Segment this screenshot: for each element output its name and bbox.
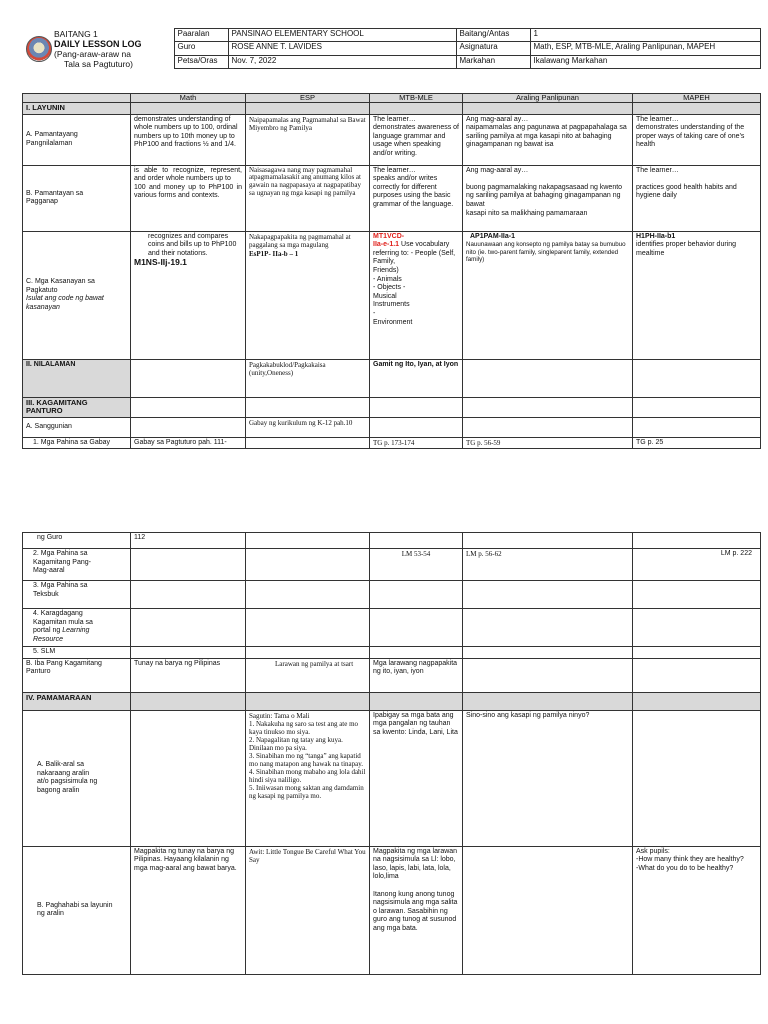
subtitle-line-1: (Pang-araw-araw na: [54, 48, 132, 59]
label-iba-pang-kagamitan: B. Iba Pang Kagamitang Panturo: [23, 658, 131, 692]
label-mga-kasanayan-note: Isulat ang code ng bawat kasanayan: [26, 295, 104, 311]
deped-seal-cell: [22, 29, 52, 69]
cell-mtb: TG p. 173-174: [370, 437, 463, 449]
lesson-log-page-1: [0, 0, 768, 500]
label-pahina-teksbuk: 3. Mga Pahina sa Teksbuk: [23, 581, 131, 609]
esp-skill-code: EsP1P- IIa-b – 1: [249, 249, 299, 258]
column-header-blank: [23, 94, 131, 103]
column-header-mtb: MTB-MLE: [370, 94, 463, 103]
guro-value: ROSE ANNE T. LAVIDES: [228, 42, 456, 55]
cell-mapeh: The learner… practices good health habits and hygiene daily: [633, 165, 761, 231]
section-pamamaraan: IV. PAMAMARAAN: [23, 692, 131, 710]
section-layunin: I. LAYUNIN: [23, 103, 131, 115]
header-table: [22, 28, 761, 69]
cell-mtb: The learner… speaks and/or writes correctly for different purposes using the basic grammar of the language.: [370, 165, 463, 231]
baitang-value: 1: [530, 29, 760, 42]
log-title: [52, 29, 174, 69]
column-header-ap: Araling Panlipunan: [463, 94, 633, 103]
label-mga-kasanayan-text: C. Mga Kasanayan sa Pagkatuto: [26, 277, 95, 294]
row-nilalaman: [23, 359, 761, 397]
label-pahina-gabay: 1. Mga Pahina sa Gabay: [23, 437, 131, 449]
cell-mapeh: [633, 710, 761, 846]
label-pamantayan-sa-pagganap: B. Pamantayan sa Pagganap: [23, 165, 131, 231]
cell-ap: [463, 417, 633, 437]
cell-mtb: Ipabigay sa mga bata ang mga pangalan ng tauhan sa kwento: Linda, Lani, Lita: [370, 710, 463, 846]
math-skill-code: M1NS-IIj-19.1: [134, 257, 187, 268]
cell-mapeh: Ask pupils: -How many think they are healthy? -What do you do to be healthy?: [633, 846, 761, 974]
section-layunin-row: [23, 103, 761, 115]
paaralan-value: PANSINAO ELEMENTARY SCHOOL: [228, 29, 456, 42]
cell-esp: Gabay ng kurikulum ng K-12 pah.10: [246, 417, 370, 437]
cell-mapeh: The learner… demonstrates understanding of the proper ways of taking care of one’s health: [633, 114, 761, 165]
label-karagdagang-italic: Learning Resource: [33, 627, 90, 643]
cell-esp: [246, 231, 370, 359]
petsa-label: Petsa/Oras: [174, 55, 228, 68]
cell-esp: [246, 437, 370, 449]
mapeh-skill-text: identifies proper behavior during mealtime: [636, 241, 737, 257]
row-balik-aral: [23, 710, 761, 846]
row-pamantayan-sa-pagganap: [23, 165, 761, 231]
cell-ap: [463, 231, 633, 359]
mtb-skill-code-a: MT1VCD-: [373, 232, 405, 240]
label-mga-kasanayan: [23, 231, 131, 359]
column-header-row: [23, 94, 761, 103]
cell-math: [131, 549, 246, 581]
cell-math: Magpakita ng tunay na barya ng Pilipinas. Hayaang kilalanin ng mga mag-aaral ang bawat barya.: [131, 846, 246, 974]
cell-esp: Larawan ng pamilya at tsart: [246, 658, 370, 692]
section-kagamitan-row: [23, 397, 761, 417]
guro-label: Guro: [174, 42, 228, 55]
label-pahina-kagamitan: 2. Mga Pahina sa Kagamitang Pang- Mag-aaral: [23, 549, 131, 581]
cell-mtb: Magpakita ng mga larawan na nagsisimula sa Ll: lobo, laso, lapis, labi, lata, lola, lolo,lima Itanong kung anong tunog nagsisimula ang mga salita o larawan. Sasabihin ng guro ang tunog at susunod ang mga bata.: [370, 846, 463, 974]
lesson-table-part-2: [22, 532, 761, 975]
cell-ap: [463, 359, 633, 397]
cell-math: is able to recognize, represent, and order whole numbers up to 100 and money up to PhP100 in various forms and contexts.: [131, 165, 246, 231]
column-header-esp: ESP: [246, 94, 370, 103]
paaralan-label: Paaralan: [174, 29, 228, 42]
column-header-mapeh: MAPEH: [633, 94, 761, 103]
cell-mtb: LM 53-54: [370, 549, 463, 581]
row-pahina-gabay: [23, 437, 761, 449]
column-header-math: Math: [131, 94, 246, 103]
label-karagdagang-text: 4. Karagdagang Kagamitan mula sa portal ng: [33, 610, 93, 635]
mtb-skill-text: Use vocabulary referring to: - People (Self, Family, Friends) - Animals - Objects - Musical Instruments - Environment: [373, 241, 456, 326]
lesson-log-page-2: [0, 528, 768, 1018]
cell-mtb: The learner… demonstrates awareness of language grammar and usage when speaking and/or writing.: [370, 114, 463, 165]
cell-esp: Awit: Little Tongue Be Careful What You Say: [246, 846, 370, 974]
label-karagdagang: [23, 609, 131, 647]
cell-ap: TG p. 56-59: [463, 437, 633, 449]
esp-quiz-items: 1. Nakakuha ng saro sa test ang ate mo kaya tinukso mo siya. 2. Napagalitan ng tatay ang kuya. Dinilaan mo pa siya. 3. Sinabihan mo ng “tanga” ang kapatid mo nang matapon ang hawak na tinapay. 4. Sinabihan mong mabaho ang lola dahil hindi siya naliligo. 5. Iniiwasan mong saktan ang damdamin ng kasapi ng pamilya mo.: [249, 720, 366, 801]
label-sanggunian: A. Sanggunian: [23, 417, 131, 437]
cell-math: 112: [131, 533, 246, 549]
grade-title: BAITANG 1: [54, 28, 98, 39]
label-paghahabi: B. Paghahabi sa layunin ng aralin: [23, 846, 131, 974]
cell-mtb: [370, 231, 463, 359]
label-balik-aral: A. Balik-aral sa nakaraang aralin at/o pagsisimula ng bagong aralin: [23, 710, 131, 846]
asignatura-label: Asignatura: [456, 42, 530, 55]
cell-mapeh: [633, 359, 761, 397]
row-slm: [23, 647, 761, 659]
cell-math: demonstrates understanding of whole numbers up to 100, ordinal numbers up to 10th money up to PhP100 and fractions ½ and 1/4.: [131, 114, 246, 165]
asignatura-value: Math, ESP, MTB-MLE, Araling Panlipunan, MAPEH: [530, 42, 760, 55]
cell-mtb: Gamit ng Ito, Iyan, at Iyon: [370, 359, 463, 397]
cell-mapeh: [633, 231, 761, 359]
cell-mtb: [370, 417, 463, 437]
cell-esp: [246, 710, 370, 846]
label-pahina-gabay-cont: ng Guro: [23, 533, 131, 549]
section-pamamaraan-row: [23, 692, 761, 710]
cell-esp: [246, 549, 370, 581]
subtitle-line-2: Tala sa Pagtuturo): [64, 58, 133, 69]
markahan-value: Ikalawang Markahan: [530, 55, 760, 68]
cell-math: [131, 417, 246, 437]
esp-quiz-title: Sagutin: Tama o Mali: [249, 711, 310, 720]
section-nilalaman: II. NILALAMAN: [23, 359, 131, 397]
label-slm: 5. SLM: [23, 647, 131, 659]
lesson-table-part-1: [22, 93, 761, 449]
daily-lesson-log-title: DAILY LESSON LOG: [54, 38, 142, 49]
baitang-label: Baitang/Antas: [456, 29, 530, 42]
row-pahina-kagamitan: [23, 549, 761, 581]
row-pahina-teksbuk: [23, 581, 761, 609]
row-karagdagang: [23, 609, 761, 647]
section-kagamitan: III. KAGAMITANG PANTURO: [23, 397, 131, 417]
cell-mapeh: [633, 417, 761, 437]
mtb-skill-code-b: IIa-e-1.1: [373, 241, 400, 249]
row-pahina-gabay-cont: [23, 533, 761, 549]
cell-ap: LM p. 56-62: [463, 549, 633, 581]
row-paghahabi: [23, 846, 761, 974]
cell-esp: Pagkakabuklod/Pagkakaisa (unity,Oneness): [246, 359, 370, 397]
cell-esp: Naisasagawa nang may pagmamahal atpagmamalasakit ang anumang kilos at gawain na nagpapasaya at nagpapatibay sa ugnayan ng mga kasapi ng pamilya: [246, 165, 370, 231]
cell-math: [131, 231, 246, 359]
row-mga-kasanayan: [23, 231, 761, 359]
cell-esp: Naipapamalas ang Pagmamahal sa Bawat Miyembro ng Pamilya: [246, 114, 370, 165]
cell-math: Gabay sa Pagtuturo pah. 111-: [131, 437, 246, 449]
petsa-value: Nov. 7, 2022: [228, 55, 456, 68]
cell-mtb: Mga larawang nagpapakita ng ito, iyan, iyon: [370, 658, 463, 692]
deped-seal-icon: [26, 36, 52, 62]
cell-math: [131, 359, 246, 397]
cell-ap: [463, 846, 633, 974]
cell-math: Tunay na barya ng Pilipinas: [131, 658, 246, 692]
row-pamantayang-pangnilalaman: [23, 114, 761, 165]
markahan-label: Markahan: [456, 55, 530, 68]
cell-mapeh: TG p. 25: [633, 437, 761, 449]
label-pamantayang-pangnilalaman: A. Pamantayang Pangnilalaman: [23, 114, 131, 165]
row-sanggunian: [23, 417, 761, 437]
cell-ap: Ang mag-aaral ay… buong pagmamalaking nakapagsasaad ng kwento ng sariling pamilya at bahaging ginagampanan ng bawat kasapi nito sa malikhaing pamamaraan: [463, 165, 633, 231]
math-skill-text: recognizes and compares coins and bills up to PhP100 and their notations.: [148, 232, 237, 257]
row-iba-pang-kagamitan: [23, 658, 761, 692]
cell-ap: Sino-sino ang kasapi ng pamilya ninyo?: [463, 710, 633, 846]
cell-ap: Ang mag-aaral ay… naipamamalas ang pagunawa at pagpapahalaga sa sariling pamilya at mga kasapi nito at bahaging ginagampanan ng bawat isa: [463, 114, 633, 165]
ap-skill-code: AP1PAM-IIa-1: [470, 232, 515, 240]
cell-math: [131, 710, 246, 846]
mapeh-skill-code: H1PH-IIa-b1: [636, 232, 676, 240]
esp-skill-text: Nakapagpapakita ng pagmamahal at paggalang sa mga magulang: [249, 232, 351, 250]
ap-skill-text: Nauunawaan ang konsepto ng pamilya batay sa bumubuo nito (ie. two-parent family, singleparent family, extended family): [466, 241, 626, 264]
cell-mapeh: LM p. 222: [633, 549, 761, 581]
